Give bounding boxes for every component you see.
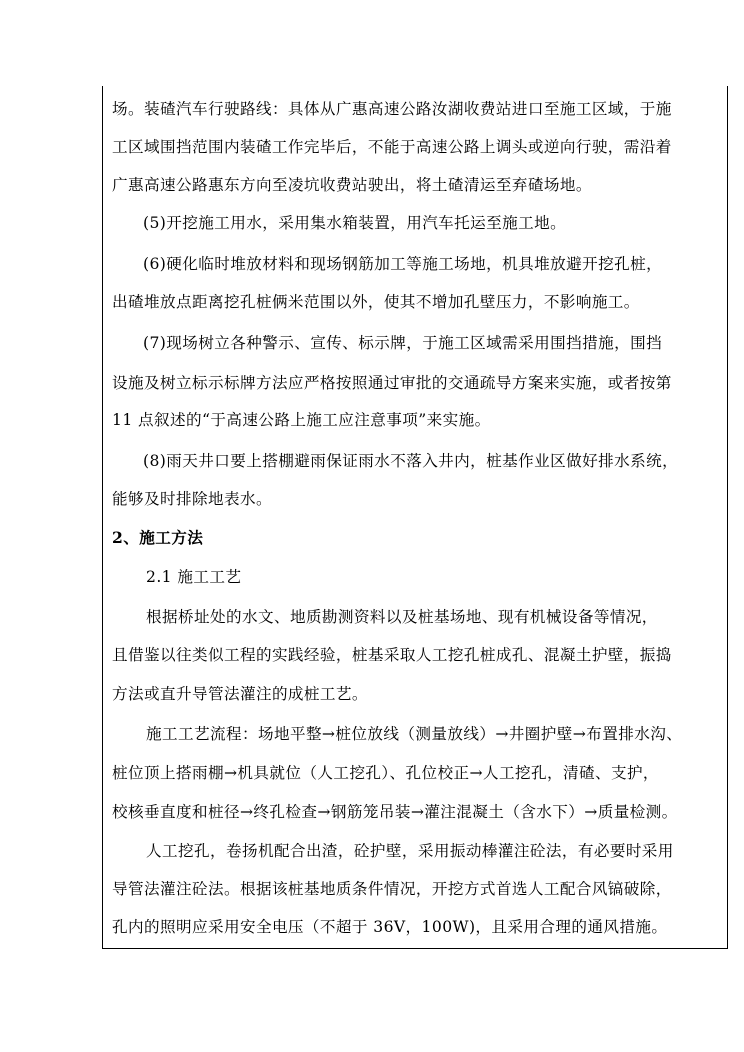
section-heading: 2、施工方法 [112,528,204,547]
list-item-5: (5)开挖施工用水，采用集水箱装置，用汽车托运至施工地。 [143,214,567,232]
text-line: 人工挖孔，卷扬机配合出渣，砼护壁，采用振动棒灌注砼法，有必要时采用 [146,842,674,860]
text-line: 导管法灌注砼法。根据该桩基地质条件情况，开挖方式首选人工配合风镐破除， [112,880,672,898]
text-line: 设施及树立标示标牌方法应严格按照通过审批的交通疏导方案来实施，或者按第 [112,374,672,392]
list-item-8: (8)雨天井口要上搭棚避雨保证雨水不落入井内，桩基作业区做好排水系统， [143,452,679,470]
text-line: 方法或直升导管法灌注的成桩工艺。 [112,685,368,703]
text-line: 11 点叙述的“于高速公路上施工应注意事项”来实施。 [112,411,491,429]
text-line: 广惠高速公路惠东方向至凌坑收费站驶出，将土碴清运至弃碴场地。 [112,176,592,194]
text-line: 且借鉴以往类似工程的实践经验，桩基采取人工挖孔桩成孔、混凝土护壁，振捣 [112,646,672,664]
text-line: 孔内的照明应采用安全电压（不超于 36V，100W)，且采用合理的通风措施。 [112,918,668,936]
list-item-7: (7)现场树立各种警示、宣传、标示牌，于施工区域需采用围挡措施，围挡 [143,334,663,352]
text-line: 场。装碴汽车行驶路线：具体从广惠高速公路汝湖收费站进口至施工区域，于施 [112,100,672,118]
subsection-heading: 2.1 施工工艺 [146,568,242,586]
text-line: 施工工艺流程：场地平整→桩位放线（测量放线）→井圈护壁→布置排水沟、 [146,725,683,743]
text-line: 工区域围挡范围内装碴工作完毕后，不能于高速公路上调头或逆向行驶，需沿着 [112,138,672,156]
text-line: 能够及时排除地表水。 [112,490,272,508]
text-line: 根据桥址处的水文、地质勘测资料以及桩基场地、现有机械设备等情况， [146,608,658,626]
list-item-6: (6)硬化临时堆放材料和现场钢筋加工等施工场地，机具堆放避开挖孔桩， [143,255,663,273]
text-line: 出碴堆放点距离挖孔桩俩米范围以外，使其不增加孔壁压力，不影响施工。 [112,293,640,311]
text-line: 桩位顶上搭雨棚→机具就位（人工挖孔）、孔位校正→人工挖孔，清碴、支护， [112,764,659,782]
text-line: 校核垂直度和桩径→终孔检查→钢筋笼吊装→灌注混凝土（含水下）→质量检测。 [112,803,678,821]
